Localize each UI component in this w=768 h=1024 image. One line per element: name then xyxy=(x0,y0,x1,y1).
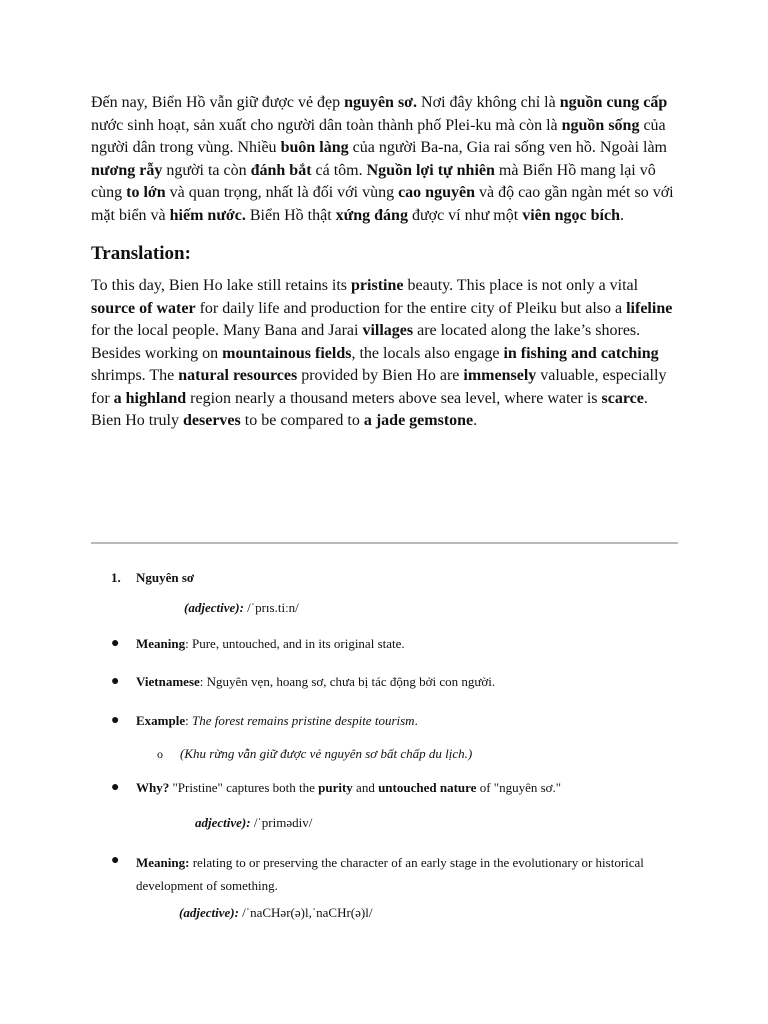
pos-line-primitive xyxy=(195,813,312,833)
text-run: Nơi đây không chỉ là xyxy=(417,94,560,111)
pos-label: (adjective): xyxy=(184,600,244,615)
text-run: beauty. This place is not only a vital xyxy=(403,277,639,294)
text-run: cá tôm. xyxy=(311,161,367,179)
text-run: mà Biển Hồ mang lại vô cùng xyxy=(91,161,656,201)
text-run: và quan trọng, nhất là đối với vùng xyxy=(165,184,399,201)
bold-term: buôn làng xyxy=(280,139,349,156)
why-label: Why? xyxy=(136,780,170,795)
bold-term: hiếm nước. xyxy=(169,206,246,224)
text-run: được ví như một xyxy=(407,206,523,224)
pos-label-3: (adjective): xyxy=(179,905,239,920)
bold-term: mountainous fields xyxy=(222,344,352,362)
text-run: nước sinh hoạt, sản xuất cho người dân toàn thành phố Plei-ku mà còn là xyxy=(91,116,562,134)
text-run: của người dân trong vùng. Nhiều xyxy=(91,116,666,156)
bullet-icon: ● xyxy=(111,713,120,728)
bold-term: villages xyxy=(362,322,414,339)
bold-term: lifeline xyxy=(626,299,673,317)
bold-term: Nguồn lợi tự nhiên xyxy=(366,161,495,179)
text-run: người ta còn xyxy=(162,161,251,179)
bullet-icon: ● xyxy=(111,636,120,651)
why-text-2: and xyxy=(352,780,379,795)
document-body xyxy=(91,92,681,433)
bullet-icon: ● xyxy=(111,674,120,689)
text-run: , the locals also engage xyxy=(351,344,504,362)
text-run: Biển Hồ thật xyxy=(245,206,336,224)
ipa-primitive: /ˈprimədiv/ xyxy=(250,815,313,830)
sub-bullet-icon: o xyxy=(157,747,163,761)
example-label: Example xyxy=(136,713,186,728)
text-run: và độ cao gần ngàn mét so với mặt biển và xyxy=(91,184,674,224)
ipa-natural: /ˈnaCHər(ə)l,ˈnaCHr(ə)l/ xyxy=(238,905,373,920)
bold-term: source of water xyxy=(91,299,196,317)
meaning-label-2: Meaning: xyxy=(136,855,190,870)
example-translation: (Khu rừng vẫn giữ được vẻ nguyên sơ bất chấp du lịch.) xyxy=(180,746,473,761)
bold-term: nguồn sống xyxy=(561,116,640,134)
example-text: The forest remains pristine despite tourism xyxy=(192,713,415,728)
pos-label-2: adjective): xyxy=(195,815,251,830)
bold-term: nguyên sơ. xyxy=(344,94,418,111)
bold-term: đánh bắt xyxy=(250,161,312,179)
example-period: . xyxy=(414,713,418,728)
bold-term: deserves xyxy=(183,412,241,429)
meaning-text: : Pure, untouched, and in its original state. xyxy=(185,636,405,651)
text-run: . xyxy=(473,412,478,429)
bullet-icon: ● xyxy=(111,853,120,868)
why-bold-untouched: untouched nature xyxy=(378,780,477,795)
why-text-1: "Pristine" captures both the xyxy=(169,780,319,795)
bold-term: a jade gemstone xyxy=(363,412,474,429)
ipa-pristine: /ˈprɪs.tiːn/ xyxy=(243,600,299,615)
text-run: region nearly a thousand meters above sea level, where water is xyxy=(186,389,602,407)
why-bold-purity: purity xyxy=(318,780,353,795)
bold-term: natural resources xyxy=(178,367,298,384)
item-title: Nguyên sơ xyxy=(136,570,195,585)
bold-term: immensely xyxy=(463,367,537,384)
meaning-text-2: relating to or preserving the character of an early stage in the evolutionary or historical development of something. xyxy=(136,855,644,893)
text-run: của người Ba-na, Gia rai sống ven hồ. Ngoài làm xyxy=(348,139,667,156)
bold-term: pristine xyxy=(351,277,404,294)
pos-line-pristine xyxy=(184,598,299,618)
translation-heading: Translation: xyxy=(91,243,191,264)
horizontal-divider xyxy=(91,542,678,544)
item-number: 1. xyxy=(111,570,121,585)
bold-term: a highland xyxy=(113,389,187,407)
text-run: Đến nay, Biển Hồ vẫn giữ được vẻ đẹp xyxy=(91,94,345,111)
bold-term: nương rẫy xyxy=(91,161,163,179)
text-run: to be compared to xyxy=(240,412,364,429)
text-run: valuable, especially for xyxy=(91,367,667,407)
vietnamese-paragraph xyxy=(91,92,681,227)
bold-term: cao nguyên xyxy=(398,184,475,201)
bold-term: in fishing and catching xyxy=(503,344,659,362)
why-text-3: of "nguyên sơ." xyxy=(476,780,562,795)
translation-paragraph xyxy=(91,275,681,433)
text-run: shrimps. The xyxy=(91,367,179,384)
text-run: for daily life and production for the entire city of Pleiku but also a xyxy=(195,299,627,317)
vietnamese-label: Vietnamese xyxy=(136,674,200,689)
bullet-icon: ● xyxy=(111,780,120,795)
bold-term: to lớn xyxy=(126,184,166,201)
bold-term: xứng đáng xyxy=(335,206,408,224)
bold-term: nguồn cung cấp xyxy=(559,94,668,111)
vietnamese-text: : Nguyên vẹn, hoang sơ, chưa bị tác động bởi con người. xyxy=(199,674,496,689)
text-run: are located along the lake’s shores. Besides working on xyxy=(91,322,641,362)
text-run: . xyxy=(619,206,624,224)
text-run: for the local people. Many Bana and Jarai xyxy=(91,322,363,339)
text-run: . Bien Ho truly xyxy=(91,389,648,429)
meaning-label: Meaning xyxy=(136,636,186,651)
example-separator: : xyxy=(185,713,192,728)
bold-term: viên ngọc bích xyxy=(522,206,620,224)
text-run: To this day, Bien Ho lake still retains its xyxy=(91,277,352,294)
pos-line-natural xyxy=(179,903,372,923)
bold-term: scarce xyxy=(601,389,644,407)
text-run: provided by Bien Ho are xyxy=(297,367,464,384)
